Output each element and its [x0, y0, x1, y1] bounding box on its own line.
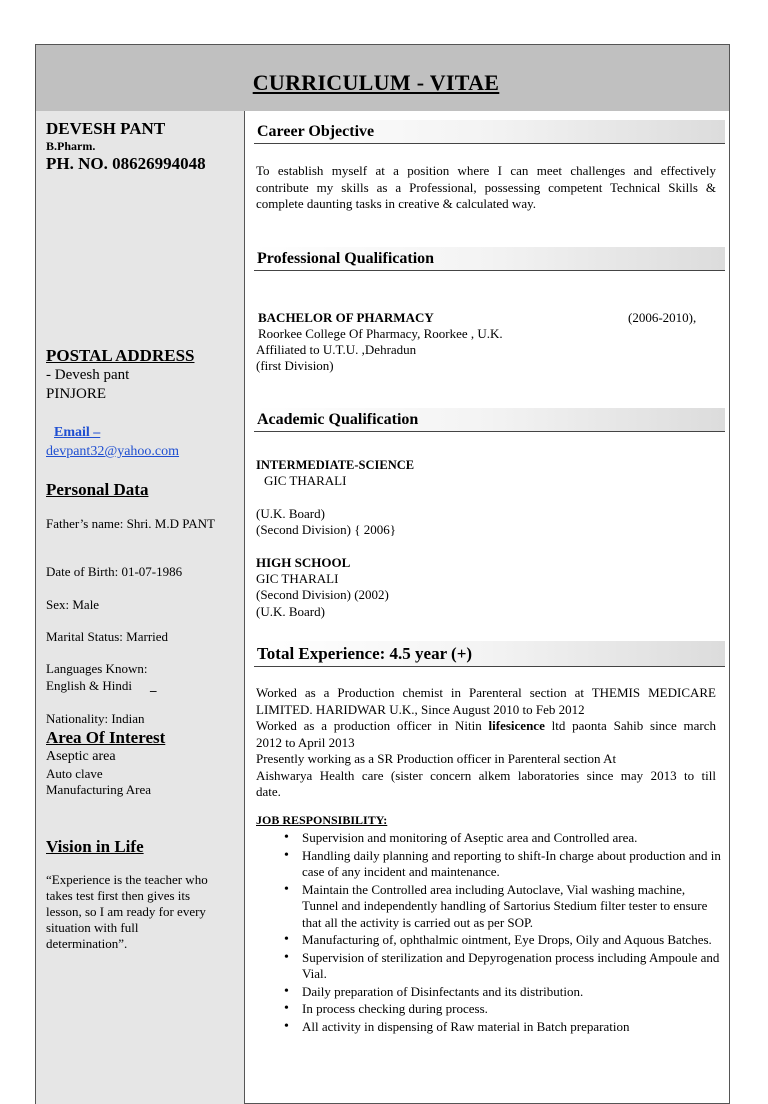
experience-line: 2012 to April 2013	[256, 734, 355, 750]
interest-item: Aseptic area	[46, 749, 116, 764]
candidate-name: DEVESH PANT	[46, 119, 166, 138]
degree-years: (2006-2010),	[628, 310, 697, 325]
candidate-phone: PH. NO. 08626994048	[46, 154, 206, 173]
date-of-birth: Date of Birth: 01-07-1986	[46, 564, 183, 579]
column-divider	[244, 111, 245, 1104]
total-experience-heading: Total Experience: 4.5 year (+)	[254, 641, 725, 667]
intermediate-board: (U.K. Board)	[256, 506, 325, 521]
high-school-title: HIGH SCHOOL	[256, 555, 351, 570]
college: Roorkee College Of Pharmacy, Roorkee , U.K.	[258, 326, 503, 341]
sex: Sex: Male	[46, 597, 100, 612]
responsibility-item: • All activity in dispensing of Raw material in Batch preparation	[256, 1019, 722, 1036]
academic-qualification-heading: Academic Qualification	[254, 408, 725, 432]
degree-division: (first Division)	[256, 358, 334, 373]
experience-text-part: Worked as a production officer in Nitin	[256, 718, 489, 733]
vision-line: situation with full	[46, 920, 139, 935]
interest-item: Auto clave	[46, 766, 103, 781]
candidate-degree: B.Pharm.	[46, 139, 96, 153]
nationality: Nationality: Indian	[46, 711, 145, 726]
experience-line: date.	[256, 784, 281, 799]
vision-line: “Experience is the teacher who	[46, 872, 208, 887]
vision-line: lesson, so I am ready for every	[46, 904, 206, 919]
responsibility-item: • Handling daily planning and reporting to shift-In charge about production and in case of any incident and maintenance.	[256, 848, 722, 881]
intermediate-division: (Second Division) { 2006}	[256, 522, 396, 537]
career-line: To establish myself at a position where I can meet challenges and effectively	[256, 163, 716, 178]
career-objective-heading: Career Objective	[254, 120, 725, 144]
job-responsibility-heading: JOB RESPONSIBILITY:	[256, 813, 388, 827]
degree-title: BACHELOR OF PHARMACY	[258, 310, 434, 325]
languages-label: Languages Known:	[46, 661, 148, 676]
responsibility-item: • Manufacturing of, ophthalmic ointment, Eye Drops, Oily and Aquous Batches.	[256, 932, 722, 949]
professional-qualification-heading: Professional Qualification	[254, 247, 725, 271]
responsibility-item: • Daily preparation of Disinfectants and its distribution.	[256, 984, 722, 1001]
intermediate-school: GIC THARALI	[264, 473, 347, 488]
languages: English & Hindi	[46, 678, 132, 693]
career-line: contribute my skills as a Professional, possessing competent Technical Skills &	[256, 179, 716, 195]
career-line: complete daunting tasks in creative & calculated way.	[256, 196, 536, 211]
experience-line: Worked as a Production chemist in Parenteral section at THEMIS MEDICARE	[256, 685, 716, 700]
responsibility-list	[256, 830, 722, 1036]
high-school-board: (U.K. Board)	[256, 604, 325, 619]
father-name: Father’s name: Shri. M.D PANT	[46, 516, 215, 531]
vision-line: determination”.	[46, 936, 128, 951]
marital-status: Marital Status: Married	[46, 629, 169, 644]
company-name: lifesicence	[488, 718, 545, 733]
intermediate-title: INTERMEDIATE-SCIENCE	[256, 458, 415, 472]
personal-data-heading: Personal Data	[46, 480, 149, 499]
vision-line: takes test first then gives its	[46, 888, 191, 903]
address-line-2: PINJORE	[46, 386, 107, 402]
languages-mark: _	[150, 678, 157, 693]
experience-line: Presently working as a SR Production officer in Parenteral section At	[256, 751, 617, 766]
vision-heading: Vision in Life	[46, 837, 144, 856]
high-school-division: (Second Division) (2002)	[256, 587, 389, 602]
high-school-name: GIC THARALI	[256, 571, 339, 586]
responsibility-item: • In process checking during process.	[256, 1001, 722, 1018]
career-objective-text	[256, 163, 716, 213]
document-title: CURRICULUM - VITAE	[252, 70, 500, 95]
area-of-interest-heading: Area Of Interest	[46, 728, 166, 747]
responsibility-item: • Maintain the Controlled area including Autoclave, Vial washing machine, Tunnel and independently handling of Sartorius Stedium filter tester to ensure that all the activity is carried out as per SOP.	[256, 882, 722, 932]
interest-item: Manufacturing Area	[46, 782, 152, 797]
experience-line: LIMITED. HARIDWAR U.K., Since August 2010 to Feb 2012	[256, 701, 585, 717]
responsibility-item: • Supervision of sterilization and Depyrogenation process including Ampoule and Vial.	[256, 950, 722, 983]
responsibility-item: • Supervision and monitoring of Aseptic area and Controlled area.	[256, 830, 722, 847]
address-line-1: - Devesh pant	[46, 367, 130, 383]
email-link[interactable]: devpant32@yahoo.com	[46, 444, 180, 459]
email-label: Email –	[54, 425, 101, 440]
postal-address-heading: POSTAL ADDRESS	[46, 346, 195, 365]
experience-line: Aishwarya Health care (sister concern alkem laboratories since may 2013 to till	[256, 767, 716, 783]
experience-text	[256, 685, 716, 801]
experience-text-part: ltd paonta Sahib since march	[544, 718, 716, 733]
experience-line	[256, 718, 716, 735]
affiliation: Affiliated to U.T.U. ,Dehradun	[256, 342, 417, 357]
